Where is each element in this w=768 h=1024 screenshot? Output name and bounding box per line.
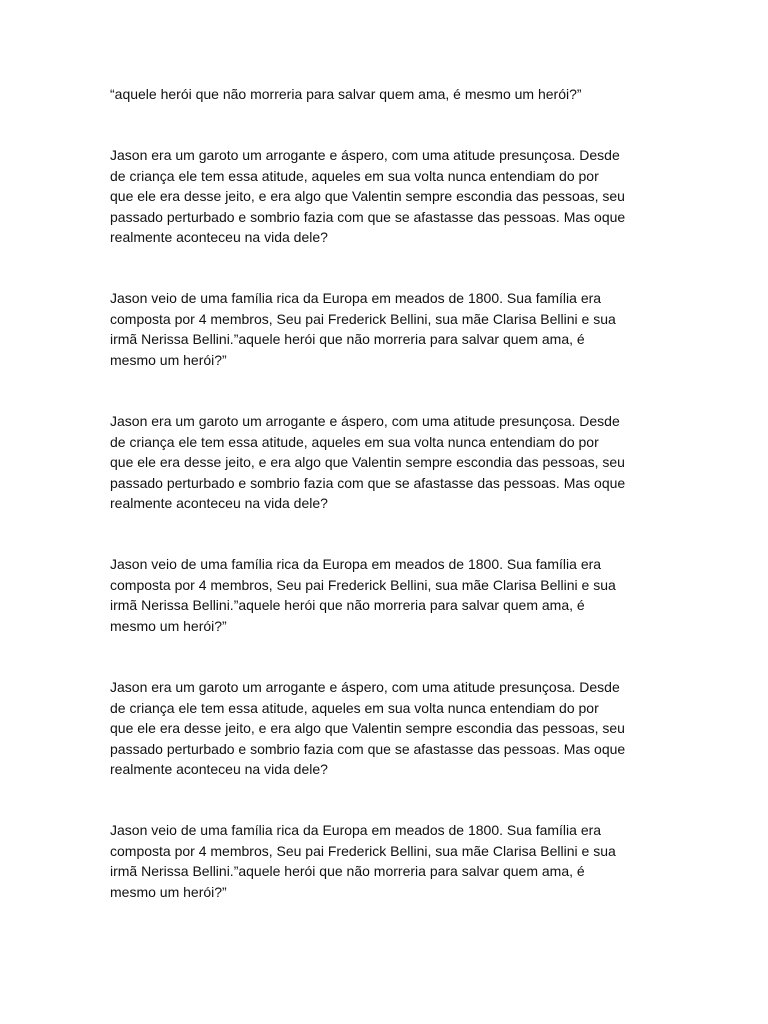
paragraph-family-3: Jason veio de uma família rica da Europa em meados de 1800. Sua família era composta por 4 membros, Seu pai Frederick Bellini, sua mãe Clarisa Bellini e sua irmã Nerissa Bellini.”aquele herói que não morreria para salvar quem ama, é mesmo um herói?” bbox=[110, 822, 616, 900]
paragraph-jason-3: Jason era um garoto um arrogante e áspero, com uma atitude presunçosa. Desde de criança ele tem essa atitude, aqueles em sua volta nunca entendiam do por que ele era desse jeito, e era algo que Valentin sempre escondia das pessoas, seu passado perturbado e sombrio fazia com que se afastasse das pessoas. Mas oque realmente aconteceu na vida dele? bbox=[110, 679, 626, 777]
paragraph-family-1: Jason veio de uma família rica da Europa em meados de 1800. Sua família era composta por 4 membros, Seu pai Frederick Bellini, sua mãe Clarisa Bellini e sua irmã Nerissa Bellini.”aquele herói que não morreria para salvar quem ama, é mesmo um herói?” bbox=[110, 290, 616, 368]
paragraph-jason-1: Jason era um garoto um arrogante e áspero, com uma atitude presunçosa. Desde de criança ele tem essa atitude, aqueles em sua volta nunca entendiam do por que ele era desse jeito, e era algo que Valentin sempre escondia das pessoas, seu passado perturbado e sombrio fazia com que se afastasse das pessoas. Mas oque realmente aconteceu na vida dele? bbox=[110, 147, 626, 245]
paragraph-jason-2: Jason era um garoto um arrogante e áspero, com uma atitude presunçosa. Desde de criança ele tem essa atitude, aqueles em sua volta nunca entendiam do por que ele era desse jeito, e era algo que Valentin sempre escondia das pessoas, seu passado perturbado e sombrio fazia com que se afastasse das pessoas. Mas oque realmente aconteceu na vida dele? bbox=[110, 413, 626, 511]
opening-quote: “aquele herói que não morreria para salvar quem ama, é mesmo um herói?” bbox=[110, 86, 582, 102]
paragraph-family-2: Jason veio de uma família rica da Europa em meados de 1800. Sua família era composta por 4 membros, Seu pai Frederick Bellini, sua mãe Clarisa Bellini e sua irmã Nerissa Bellini.”aquele herói que não morreria para salvar quem ama, é mesmo um herói?” bbox=[110, 556, 616, 634]
